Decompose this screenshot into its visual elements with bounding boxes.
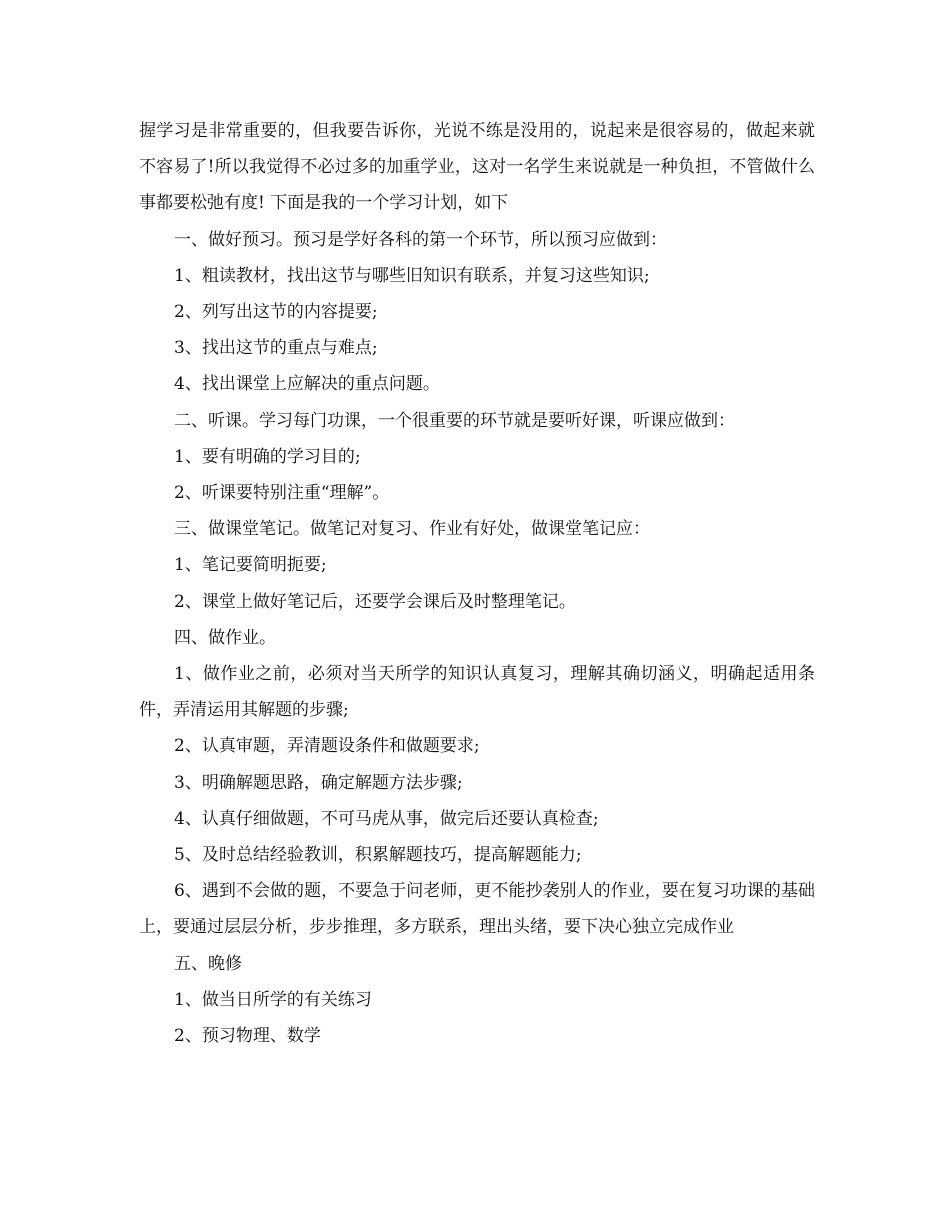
paragraph: 1、做当日所学的有关练习 [174, 989, 372, 1010]
paragraph: 3、明确解题思路，确定解题方法步骤; [174, 772, 463, 793]
paragraph: 1、笔记要简明扼要; [174, 555, 327, 576]
paragraph: 握学习是非常重要的，但我要告诉你，光说不练是没用的，说起来是很容易的，做起来就不容易了!所以我觉得不必过多的加重学业，这对一名学生来说就是一种负担，不管做什么事都要松弛有度! 下面是我的一个学习计划，如下 [139, 121, 815, 214]
paragraph: 四、做作业。 [174, 627, 276, 648]
paragraph: 五、晚修 [174, 953, 242, 974]
document-body [139, 113, 815, 1054]
paragraph: 三、做课堂笔记。做笔记对复习、作业有好处，做课堂笔记应： [174, 519, 650, 540]
paragraph: 3、找出这节的重点与难点; [174, 338, 378, 359]
paragraph: 4、认真仔细做题，不可马虎从事，做完后还要认真检查; [174, 808, 599, 829]
paragraph: 5、及时总结经验教训，积累解题技巧，提高解题能力; [174, 845, 582, 866]
paragraph: 1、粗读教材，找出这节与哪些旧知识有联系，并复习这些知识; [174, 265, 650, 286]
paragraph: 2、列写出这节的内容提要; [174, 302, 378, 323]
paragraph: 二、听课。学习每门功课，一个很重要的环节就是要听好课，听课应做到： [174, 410, 735, 431]
paragraph: 1、要有明确的学习目的; [174, 446, 361, 467]
paragraph: 6、遇到不会做的题，不要急于问老师，更不能抄袭别人的作业，要在复习功课的基础上，要通过层层分析，步步推理，多方联系，理出头绪，要下决心独立完成作业 [139, 881, 815, 938]
paragraph: 2、课堂上做好笔记后，还要学会课后及时整理笔记。 [174, 591, 576, 612]
paragraph: 2、听课要特别注重“理解”。 [174, 483, 390, 504]
paragraph: 2、认真审题，弄清题设条件和做题要求; [174, 736, 480, 757]
paragraph: 4、找出课堂上应解决的重点问题。 [174, 374, 440, 395]
paragraph: 1、做作业之前，必须对当天所学的知识认真复习，理解其确切涵义，明确起适用条件，弄清运用其解题的步骤; [139, 664, 815, 721]
paragraph: 一、做好预习。预习是学好各科的第一个环节，所以预习应做到： [174, 229, 667, 250]
paragraph: 2、预习物理、数学 [174, 1026, 321, 1047]
